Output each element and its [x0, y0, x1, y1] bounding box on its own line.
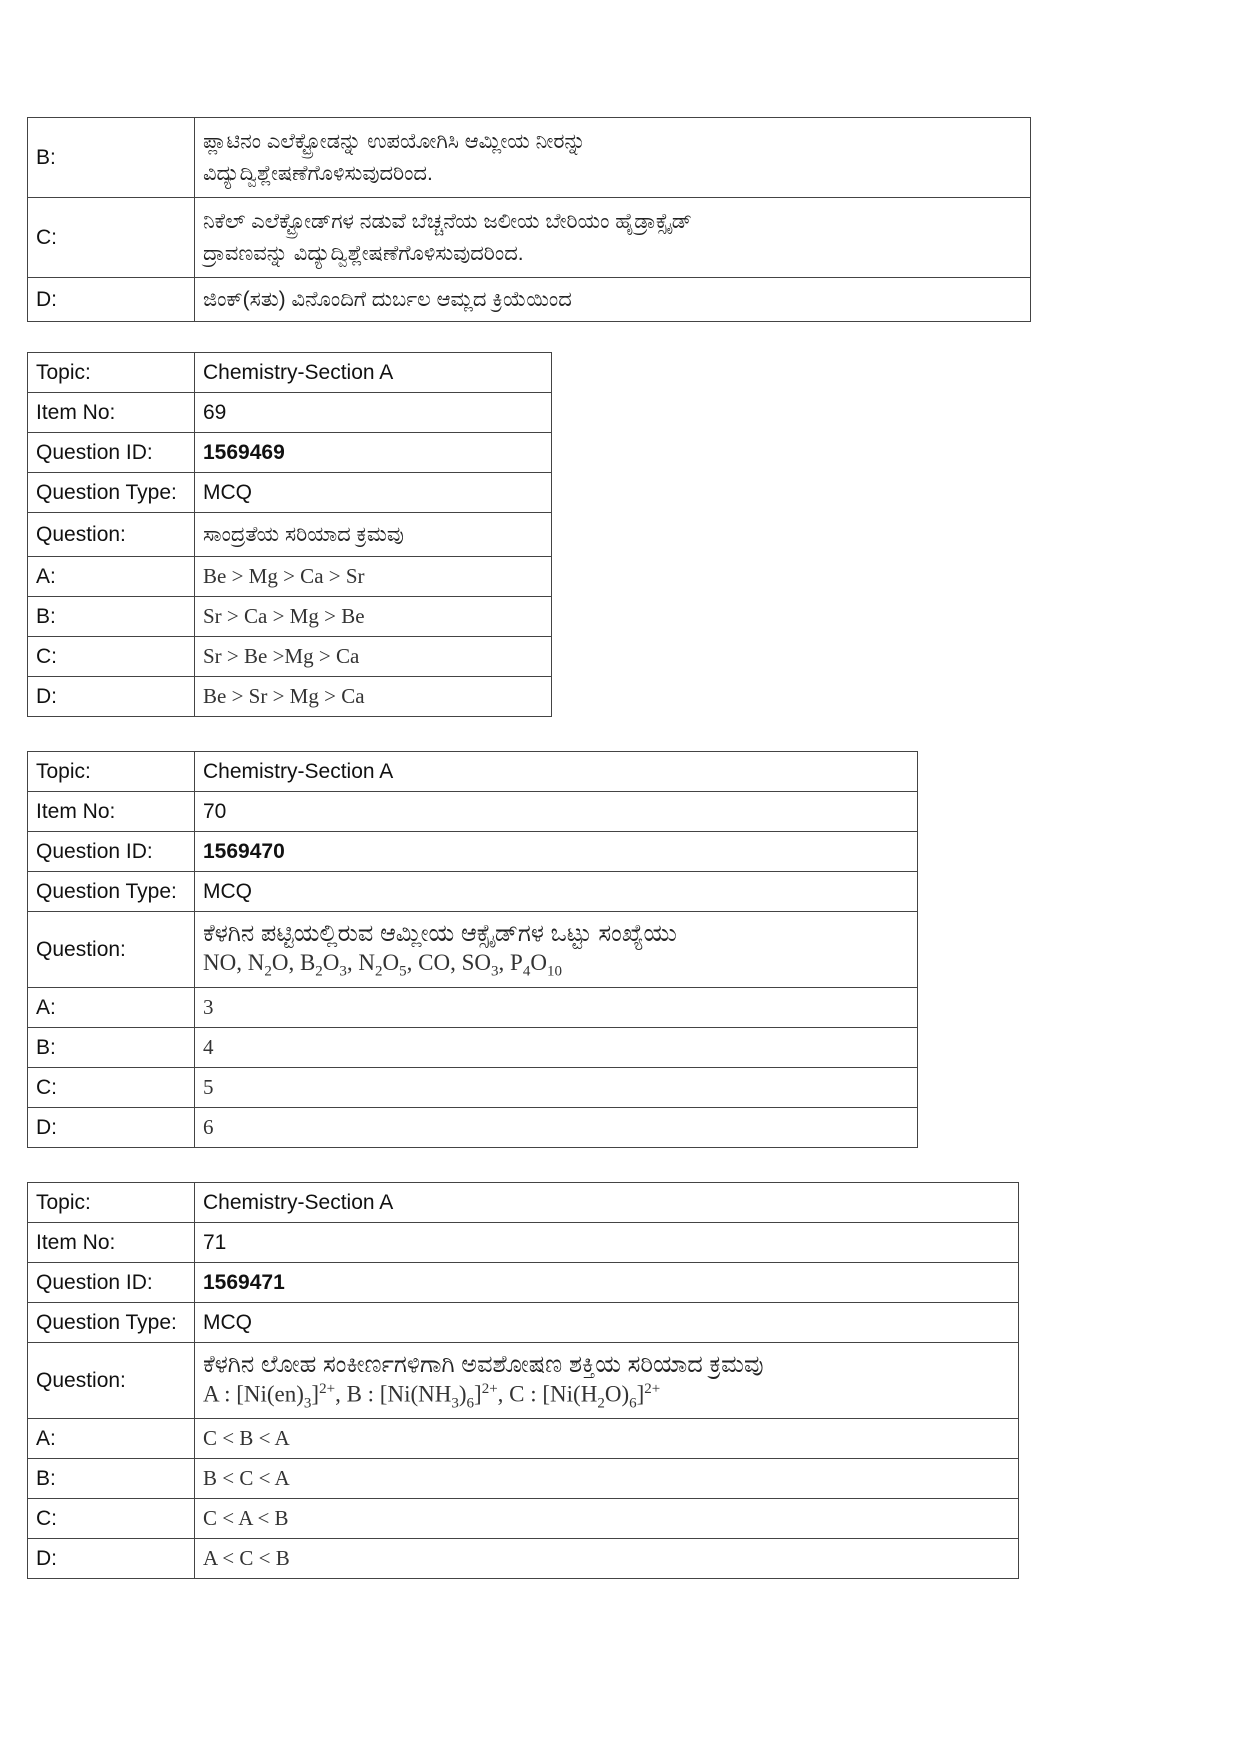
question-table-71 — [27, 1182, 1019, 1579]
option-b-value: B < C < A — [195, 1459, 1019, 1499]
item-no-value: 69 — [195, 393, 552, 433]
option-b-value: 4 — [195, 1028, 918, 1068]
topic-label: Topic: — [28, 1183, 195, 1223]
option-b-value: Sr > Ca > Mg > Be — [195, 597, 552, 637]
question-text: ಸಾಂದ್ರತೆಯ ಸರಿಯಾದ ಕ್ರಮವು — [195, 513, 552, 557]
question-label: Question: — [28, 513, 195, 557]
option-c-value: Sr > Be >Mg > Ca — [195, 637, 552, 677]
option-c-label: C: — [28, 637, 195, 677]
option-d-value: A < C < B — [195, 1539, 1019, 1579]
option-label: C: — [28, 198, 195, 278]
option-d-value: Be > Sr > Mg > Ca — [195, 677, 552, 717]
question-id-label: Question ID: — [28, 1263, 195, 1303]
topic-value: Chemistry-Section A — [195, 353, 552, 393]
question-id-value: 1569470 — [195, 832, 918, 872]
question-text — [195, 1343, 1019, 1419]
option-d-value: 6 — [195, 1108, 918, 1148]
topic-value: Chemistry-Section A — [195, 1183, 1019, 1223]
question-table-continued — [27, 117, 1031, 322]
question-type-value: MCQ — [195, 872, 918, 912]
option-d-label: D: — [28, 1108, 195, 1148]
option-c-label: C: — [28, 1499, 195, 1539]
option-b-label: B: — [28, 1459, 195, 1499]
option-d-label: D: — [28, 1539, 195, 1579]
topic-value: Chemistry-Section A — [195, 752, 918, 792]
option-b-label: B: — [28, 1028, 195, 1068]
question-formula: A : $[Ni(en)_3]^{2+}$, B : $[Ni(NH_3)_6]^{2+}$, C : $[Ni(H_2O)_6]^{2+}$ — [203, 1380, 661, 1412]
option-b-label: B: — [28, 597, 195, 637]
topic-label: Topic: — [28, 752, 195, 792]
option-a-label: A: — [28, 557, 195, 597]
option-c-value: 5 — [195, 1068, 918, 1108]
option-d-value: ಜಿಂಕ್(ಸತು) ವಿನೊಂದಿಗೆ ದುರ್ಬಲ ಆಮ್ಲದ ಕ್ರಿಯೆಯಿಂದ — [195, 278, 1031, 322]
question-type-label: Question Type: — [28, 1303, 195, 1343]
option-c-value: C < A < B — [195, 1499, 1019, 1539]
question-id-value: 1569469 — [195, 433, 552, 473]
question-table-69 — [27, 352, 552, 717]
option-c-label: C: — [28, 1068, 195, 1108]
question-id-label: Question ID: — [28, 433, 195, 473]
option-b-value — [195, 118, 1031, 198]
question-formula: NO, $N_2O$, $B_2O_3$, $N_2O_5$, CO, $SO_3$, $P_4O_{10}$ — [203, 950, 562, 980]
question-label: Question: — [28, 1343, 195, 1419]
option-a-label: A: — [28, 1419, 195, 1459]
question-type-label: Question Type: — [28, 473, 195, 513]
option-d-label: D: — [28, 677, 195, 717]
option-label: D: — [28, 278, 195, 322]
item-no-label: Item No: — [28, 792, 195, 832]
question-type-value: MCQ — [195, 1303, 1019, 1343]
item-no-label: Item No: — [28, 393, 195, 433]
option-c-line1: ನಿಕೆಲ್ ಎಲೆಕ್ಟ್ರೋಡ್‌ಗಳ ನಡುವೆ ಬೆಚ್ಚನೆಯ ಜಲೀಯ ಬೇರಿಯಂ ಹೈಡ್ರಾಕ್ಸೈಡ್ — [203, 209, 692, 233]
option-b-line1: ಪ್ಲಾಟಿನಂ ಎಲೆಕ್ಟ್ರೋಡನ್ನು ಉಪಯೋಗಿಸಿ ಆಮ್ಲೀಯ ನೀರನ್ನು — [203, 129, 586, 153]
question-id-value: 1569471 — [195, 1263, 1019, 1303]
question-type-label: Question Type: — [28, 872, 195, 912]
option-c-value — [195, 198, 1031, 278]
topic-label: Topic: — [28, 353, 195, 393]
question-text — [195, 912, 918, 988]
option-a-value: Be > Mg > Ca > Sr — [195, 557, 552, 597]
item-no-label: Item No: — [28, 1223, 195, 1263]
option-a-value: C < B < A — [195, 1419, 1019, 1459]
option-label: B: — [28, 118, 195, 198]
question-table-70 — [27, 751, 918, 1148]
question-line1: ಕೆಳಗಿನ ಲೋಹ ಸಂಕೀರ್ಣಗಳಿಗಾಗಿ ಅವಶೋಷಣ ಶಕ್ತಿಯ ಸರಿಯಾದ ಕ್ರಮವು — [203, 1350, 764, 1378]
option-a-label: A: — [28, 988, 195, 1028]
option-a-value: 3 — [195, 988, 918, 1028]
question-line1: ಕೆಳಗಿನ ಪಟ್ಟಿಯಲ್ಲಿರುವ ಆಮ್ಲೀಯ ಆಕ್ಸೈಡ್‌ಗಳ ಒಟ್ಟು ಸಂಖ್ಯೆಯು — [203, 920, 677, 948]
question-type-value: MCQ — [195, 473, 552, 513]
item-no-value: 71 — [195, 1223, 1019, 1263]
option-c-line2: ದ್ರಾವಣವನ್ನು ವಿದ್ಯುದ್ವಿಶ್ಲೇಷಣೆಗೊಳಿಸುವುದರಿಂದ. — [203, 241, 524, 265]
item-no-value: 70 — [195, 792, 918, 832]
question-label: Question: — [28, 912, 195, 988]
option-b-line2: ವಿದ್ಯುದ್ವಿಶ್ಲೇಷಣೆಗೊಳಿಸುವುದರಿಂದ. — [203, 161, 433, 185]
question-id-label: Question ID: — [28, 832, 195, 872]
